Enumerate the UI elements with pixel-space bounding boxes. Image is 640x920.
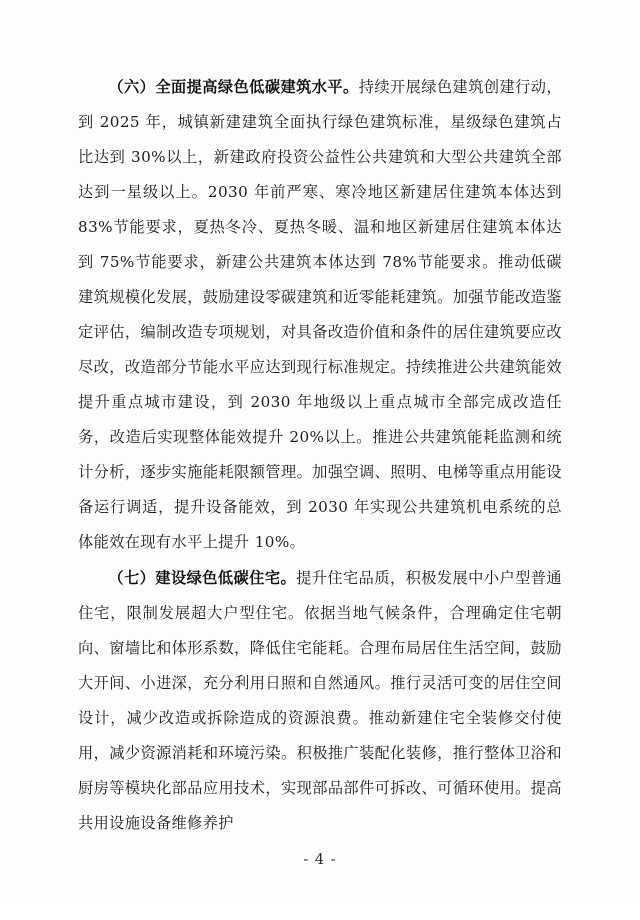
paragraph-seven <box>78 561 562 841</box>
paragraph-six-text: 持续开展绿色建筑创建行动，到 2025 年，城镇新建建筑全面执行绿色建筑标准，星级绿色建筑占比达到 30%以上，新建政府投资公益性公共建筑和大型公共建筑全部达到一星级以上。2030 年前严寒、寒冷地区新建居住建筑本体达到 83%节能要求，夏热冬冷、夏热冬暖、温和地区新建居住建筑本体达到 75%节能要求，新建公共建筑本体达到 78%节能要求。推动低碳建筑规模化发展，鼓励建设零碳建筑和近零能耗建筑。加强节能改造鉴定评估，编制改造专项规划，对具备改造价值和条件的居住建筑要应改尽改，改造部分节能水平应达到现行标准规定。持续推进公共建筑能效提升重点城市建设，到 2030 年地级以上重点城市全部完成改造任务，改造后实现整体能效提升 20%以上。推进公共建筑能耗监测和统计分析，逐步实施能耗限额管理。加强空调、照明、电梯等重点用能设备运行调适，提升设备能效，到 2030 年实现公共建筑机电系统的总体能效在现有水平上提升 10%。 <box>78 78 562 551</box>
paragraph-six <box>78 70 562 560</box>
document-body <box>78 70 562 842</box>
paragraph-seven-heading: （七）建设绿色低碳住宅。 <box>108 569 297 587</box>
paragraph-seven-text: 提升住宅品质，积极发展中小户型普通住宅，限制发展超大户型住宅。依据当地气候条件，合理确定住宅朝向、窗墙比和体形系数，降低住宅能耗。合理布局居住生活空间，鼓励大开间、小进深，充分利用日照和自然通风。推行灵活可变的居住空间设计，减少改造或拆除造成的资源浪费。推动新建住宅全装修交付使用，减少资源消耗和环境污染。积极推广装配化装修，推行整体卫浴和厨房等模块化部品应用技术，实现部品部件可拆改、可循环使用。提高共用设施设备维修养护 <box>78 569 562 832</box>
page-number: - 4 - <box>303 852 337 868</box>
paragraph-six-heading: （六）全面提高绿色低碳建筑水平。 <box>108 78 359 96</box>
